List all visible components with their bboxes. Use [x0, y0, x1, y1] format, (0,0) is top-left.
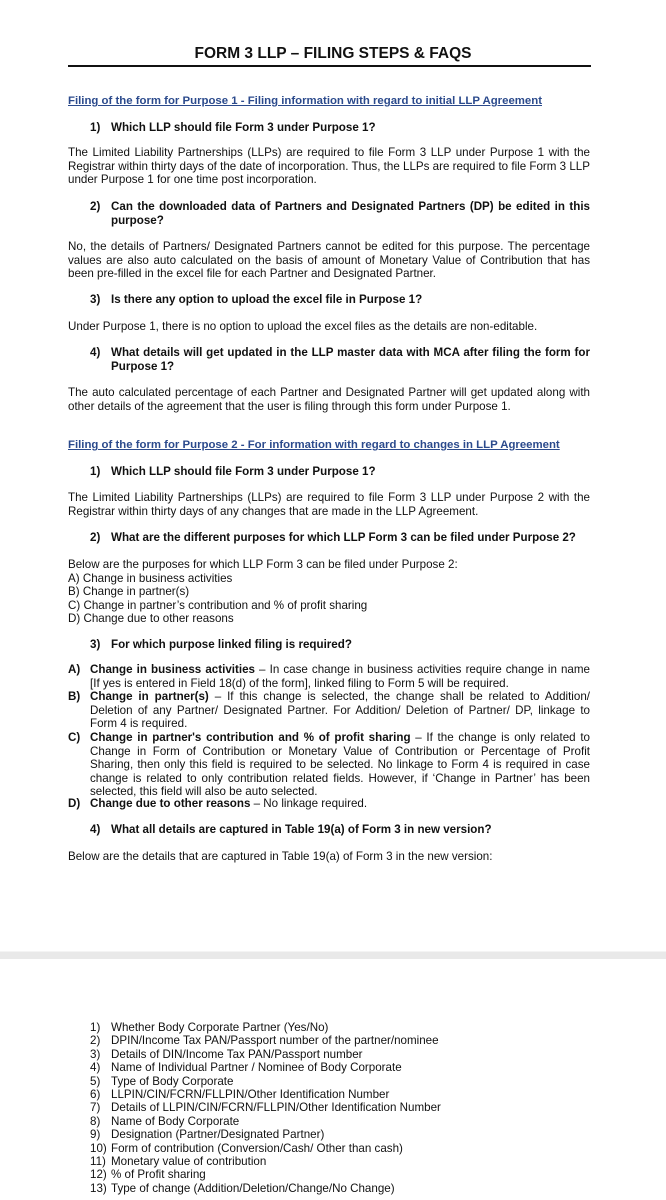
item-number: 13) — [90, 1181, 107, 1195]
faq-answer: The Limited Liability Partnerships (LLPs) are required to file Form 3 LLP under Purpose 2 with the Registrar within thirty days of any changes that are made in the LLP Agreement. — [68, 491, 590, 518]
item-number: 6) — [90, 1087, 101, 1101]
question-text: Can the downloaded data of Partners and Designated Partners (DP) be edited in this purpose? — [111, 200, 590, 227]
item-number: 8) — [90, 1114, 101, 1128]
list-item — [90, 1048, 441, 1061]
item-number: 10) — [90, 1141, 107, 1155]
purpose-item: C) Change in partner’s contribution and % of profit sharing — [68, 598, 368, 612]
list-item — [90, 1128, 441, 1141]
purpose-item: D) Change due to other reasons — [68, 612, 234, 626]
item-text: Monetary value of contribution — [111, 1154, 267, 1168]
linked-filing-item — [68, 690, 590, 731]
faq-question — [90, 823, 590, 837]
linked-filing-item — [68, 797, 590, 811]
list-item — [90, 1182, 441, 1195]
item-number: 7) — [90, 1101, 101, 1115]
purpose-item: A) Change in business activities — [68, 571, 233, 585]
question-number: 4) — [90, 823, 101, 836]
question-number: 4) — [90, 346, 101, 359]
faq-question — [90, 346, 590, 373]
faq-answer — [68, 558, 590, 626]
item-letter: D) — [68, 797, 81, 810]
faq-question — [90, 465, 590, 479]
purposes-intro: Below are the purposes for which LLP Form 3 can be filed under Purpose 2: — [68, 558, 458, 571]
list-item — [90, 1142, 441, 1155]
item-text: Form of contribution (Conversion/Cash/ Other than cash) — [111, 1141, 403, 1155]
item-text: – If the change is only related to Change in Form of Contribution or Monetary Value of Contribution or Percentage of Profit Sharing, then only this field is required to be selected. No linkage to Form 4 is required in case change is related to only contribution related fields. However, if ‘Change in Partner’ has been selected, this field will also be auto selected. — [90, 731, 590, 799]
faq-question — [90, 638, 590, 652]
page-title: FORM 3 LLP – FILING STEPS & FAQS — [194, 45, 472, 62]
question-number: 1) — [90, 465, 101, 478]
question-text: What details will get updated in the LLP master data with MCA after filing the form for Purpose 1? — [111, 346, 590, 373]
question-number: 2) — [90, 531, 101, 544]
item-letter: B) — [68, 690, 81, 703]
table-19a-details-list — [90, 1021, 441, 1195]
faq-answer: No, the details of Partners/ Designated Partners cannot be edited for this purpose. The percentage values are also auto calculated on the basis of amount of Monetary Value of Contribution that has been pre-filled in the excel file for each Partner and Designated Partner. — [68, 240, 590, 281]
list-item — [90, 1021, 441, 1034]
question-number: 3) — [90, 293, 101, 306]
list-item — [90, 1034, 441, 1047]
item-lead: Change in partner(s) — [90, 690, 209, 703]
linked-filing-item — [68, 731, 590, 799]
question-text: For which purpose linked filing is required? — [111, 638, 352, 651]
question-number: 2) — [90, 200, 101, 213]
item-text: Whether Body Corporate Partner (Yes/No) — [111, 1021, 329, 1034]
item-number: 12) — [90, 1168, 107, 1182]
list-item — [90, 1075, 441, 1088]
item-number: 4) — [90, 1061, 101, 1075]
item-number: 1) — [90, 1021, 101, 1034]
item-text: Type of change (Addition/Deletion/Change/No Change) — [111, 1181, 395, 1195]
item-lead: Change due to other reasons — [90, 797, 251, 810]
question-text: What are the different purposes for which LLP Form 3 can be filed under Purpose 2? — [111, 531, 576, 544]
list-item — [90, 1115, 441, 1128]
question-text: Which LLP should file Form 3 under Purpose 1? — [111, 121, 376, 134]
faq-answer: Under Purpose 1, there is no option to upload the excel files as the details are non-editable. — [68, 320, 538, 333]
item-number: 2) — [90, 1034, 101, 1048]
item-number: 3) — [90, 1047, 101, 1061]
item-text: – In case change in business activities require change in name [If yes is entered in Field 18(d) of the form], linked filing to Form 5 will be required. — [90, 663, 590, 690]
faq-question — [90, 121, 590, 135]
faq-question — [90, 293, 590, 307]
item-text: Designation (Partner/Designated Partner) — [111, 1128, 325, 1142]
page-break — [0, 951, 666, 959]
item-letter: C) — [68, 731, 81, 744]
question-text: Which LLP should file Form 3 under Purpose 1? — [111, 465, 376, 478]
title-rule — [68, 65, 591, 67]
question-number: 3) — [90, 638, 101, 651]
question-text: Is there any option to upload the excel file in Purpose 1? — [111, 293, 423, 306]
item-lead: Change in business activities — [90, 663, 255, 676]
faq-answer: Below are the details that are captured in Table 19(a) of Form 3 in the new version: — [68, 850, 493, 863]
section-2-heading: Filing of the form for Purpose 2 - For information with regard to changes in LLP Agreement — [68, 439, 560, 451]
question-text: What all details are captured in Table 19(a) of Form 3 in new version? — [111, 823, 492, 836]
item-number: 9) — [90, 1128, 101, 1142]
list-item — [90, 1088, 441, 1101]
list-item — [90, 1061, 441, 1074]
list-item — [90, 1101, 441, 1114]
faq-answer: The Limited Liability Partnerships (LLPs) are required to file Form 3 LLP under Purpose 1 with the Registrar within thirty days of the date of incorporation. Thus, the LLPs are required to file Form 3 LLP under Purpose 1 for one time post incorporation. — [68, 146, 590, 187]
faq-answer: The auto calculated percentage of each Partner and Designated Partner will get updated along with other details of the agreement that the user is filing through this form under Purpose 1. — [68, 386, 590, 413]
faq-question — [90, 531, 590, 545]
item-text: Details of DIN/Income Tax PAN/Passport number — [111, 1047, 363, 1061]
item-text: Details of LLPIN/CIN/FCRN/FLLPIN/Other Identification Number — [111, 1101, 441, 1115]
item-text: – If this change is selected, the change shall be related to Addition/ Deletion of any Partner/ Designated Partner. For Addition/ Deletion of Partner/ DP, linkage to Form 4 is required. — [90, 690, 591, 731]
faq-question — [90, 200, 590, 227]
item-text: – No linkage required. — [250, 797, 368, 810]
item-text: Type of Body Corporate — [111, 1074, 234, 1088]
section-1-heading: Filing of the form for Purpose 1 - Filing information with regard to initial LLP Agreement — [68, 95, 542, 107]
item-text: LLPIN/CIN/FCRN/FLLPIN/Other Identification Number — [111, 1087, 390, 1101]
list-item — [90, 1168, 441, 1181]
item-number: 5) — [90, 1074, 101, 1088]
item-text: Name of Body Corporate — [111, 1114, 240, 1128]
list-item — [90, 1155, 441, 1168]
item-number: 11) — [90, 1154, 106, 1168]
question-number: 1) — [90, 121, 101, 134]
linked-filing-item — [68, 663, 590, 690]
item-text: DPIN/Income Tax PAN/Passport number of the partner/nominee — [111, 1034, 439, 1048]
item-letter: A) — [68, 663, 81, 676]
purpose-item: B) Change in partner(s) — [68, 585, 190, 599]
item-text: % of Profit sharing — [111, 1168, 206, 1182]
item-lead: Change in partner's contribution and % of profit sharing — [90, 731, 411, 744]
item-text: Name of Individual Partner / Nominee of Body Corporate — [111, 1061, 402, 1075]
